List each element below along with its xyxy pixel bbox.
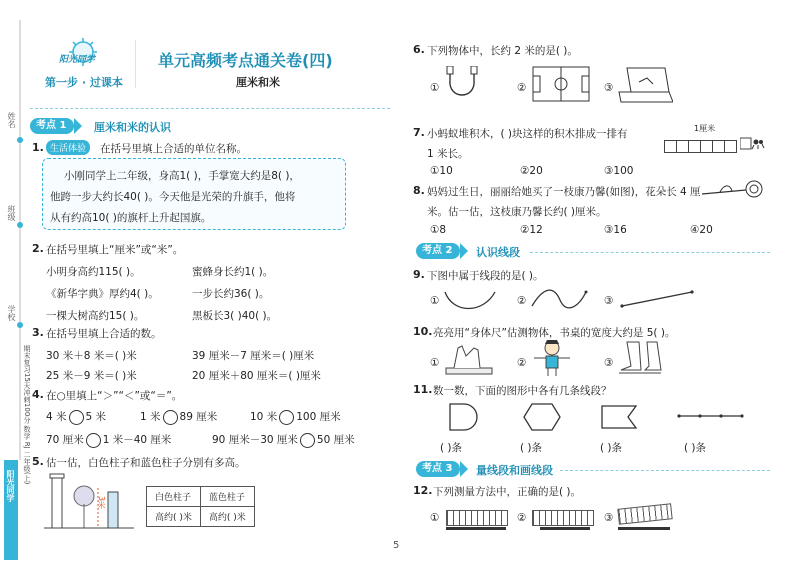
q3-item: 25 米－9 米＝( )米: [46, 370, 137, 382]
q4-right-operand: 50 厘米: [316, 434, 355, 446]
q1-number: 1.: [32, 141, 44, 154]
page-title: 单元高频考点通关卷(四): [158, 51, 333, 70]
q5-fig-label: 3米: [97, 496, 106, 510]
logo-block: [45, 38, 125, 94]
class-label: 班级: [7, 205, 16, 221]
measured-segment: [540, 527, 590, 530]
q4-left-operand: 90 厘米－30 厘米: [212, 434, 298, 446]
q4-left-operand: 1 米: [140, 411, 161, 423]
ant-block-icon: [740, 130, 766, 152]
q7-option[interactable]: ②20: [520, 165, 543, 177]
ruler-icon: [446, 510, 508, 526]
q12-option[interactable]: ③: [604, 512, 614, 524]
q2-item: 蜜蜂身长约1( )。: [192, 266, 274, 278]
q4-left-operand: 10 米: [250, 411, 278, 423]
q2-item: 小明身高约115( )。: [46, 266, 141, 278]
measured-segment: [618, 527, 670, 530]
q7-option[interactable]: ①10: [430, 165, 453, 177]
q4-item-1: [46, 409, 106, 425]
point1-title: 厘米和米的认识: [94, 121, 171, 134]
q4-item-2: [140, 409, 217, 425]
q4-left-operand: 4 米: [46, 411, 67, 423]
point1-tag: 考点 1: [30, 118, 74, 134]
q1-passage-line: 小刚同学上二年级，身高1( )，手掌宽大约是8( )，: [64, 170, 300, 182]
q4-left-operand: 70 厘米: [46, 434, 84, 446]
name-label: 姓名: [7, 112, 16, 128]
q7-number: 7.: [413, 126, 425, 139]
table-cell: 高约( )米: [200, 507, 254, 527]
hexagon-icon: [522, 402, 562, 432]
compare-circle[interactable]: [300, 433, 315, 448]
q1-passage-line: 从有约高10( )的旗杆上升起国旗。: [50, 212, 212, 224]
q6-text: 下列物体中，长约 2 米的是( )。: [427, 45, 578, 57]
q4-right-operand: 100 厘米: [296, 411, 341, 423]
sidebar-brand: 阳光同学: [6, 470, 15, 502]
spine-text: 期末复习15天冲刺100分 数学 RJ 二年级(上): [23, 345, 31, 485]
curve-line-icon: [443, 288, 499, 312]
q2-item: 一步长约36( )。: [192, 288, 270, 300]
point3-title: 量线段和画线段: [476, 464, 553, 477]
q6-number: 6.: [413, 43, 425, 56]
q9-option[interactable]: ③: [604, 295, 614, 307]
q1-text: 在括号里填上合适的单位名称。: [100, 143, 247, 155]
q4-right-operand: 5 米: [85, 411, 107, 423]
q11-text: 数一数，下面的图形中各有几条线段？: [433, 385, 612, 397]
measured-segment: [446, 527, 506, 530]
carnation-icon: [700, 178, 764, 204]
q8-option[interactable]: ③16: [604, 224, 627, 236]
q2-number: 2.: [32, 242, 44, 255]
logo-text: 阳光同学: [59, 55, 96, 65]
q9-text: 下图中属于线段的是( )。: [427, 270, 544, 282]
line-segment-icon: [618, 288, 698, 312]
q4-item-4: [46, 432, 171, 448]
point3-tag: 考点 3: [416, 461, 460, 477]
q8-text-cont: 米。估一估，这枝康乃馨长约( )厘米。: [427, 206, 607, 218]
table-header: 白色柱子: [147, 487, 201, 507]
q5-number: 5.: [32, 455, 44, 468]
q4-text: 在○里填上“＞”“＜”或“＝”。: [46, 390, 183, 402]
q10-number: 10.: [413, 325, 433, 338]
hand-span-icon: [444, 342, 494, 376]
compare-circle[interactable]: [69, 410, 84, 425]
q11-answer[interactable]: ( )条: [600, 442, 623, 454]
header-divider: [30, 108, 390, 109]
title-block: [135, 40, 391, 88]
q6-option[interactable]: ③: [604, 82, 614, 94]
q8-text: 妈妈过生日，丽丽给她买了一枝康乃馨(如图)，花朵长 4 厘: [427, 186, 701, 198]
q12-text: 下列测量方法中，正确的是( )。: [433, 486, 582, 498]
point2-divider: [530, 252, 770, 253]
flag-shape-icon: [600, 404, 640, 430]
q10-option[interactable]: ①: [430, 357, 440, 369]
binding-sidebar: [0, 0, 40, 571]
ruler-icon: [532, 510, 594, 526]
school-label: 学校: [7, 305, 16, 321]
page-subtitle: 厘米和米: [236, 76, 280, 89]
q8-number: 8.: [413, 184, 425, 197]
q11-answer[interactable]: ( )条: [520, 442, 543, 454]
page-number: 5: [393, 540, 400, 551]
q4-number: 4.: [32, 388, 44, 401]
q7-option[interactable]: ③100: [604, 165, 634, 177]
foot-step-icon: [617, 340, 663, 376]
q10-option[interactable]: ②: [517, 357, 527, 369]
q1-tag: 生活体验: [46, 140, 90, 155]
q12-number: 12.: [413, 484, 433, 497]
point2-title: 认识线段: [476, 246, 520, 259]
point2-tag: 考点 2: [416, 243, 460, 259]
q12-option[interactable]: ②: [517, 512, 527, 524]
q4-right-operand: 89 厘米: [179, 411, 218, 423]
q11-number: 11.: [413, 383, 433, 396]
q3-text: 在括号里填上合适的数。: [46, 328, 162, 340]
q4-right-operand: 1 米－40 厘米: [102, 434, 172, 446]
jump-rope-icon: [444, 66, 484, 106]
point3-divider: [560, 470, 770, 471]
q6-option[interactable]: ①: [430, 82, 440, 94]
step-label: 第一步 · 过课本: [45, 76, 123, 89]
q3-item: 30 米＋8 米＝( )米: [46, 350, 137, 362]
q11-answer[interactable]: ( )条: [684, 442, 707, 454]
wave-line-icon: [530, 288, 590, 312]
q2-item: 黑板长3( )40( )。: [192, 310, 278, 322]
q8-option[interactable]: ②12: [520, 224, 543, 236]
compare-circle[interactable]: [163, 410, 178, 425]
laptop-icon: [617, 66, 673, 106]
q3-item: 20 厘米＋80 厘米＝( )厘米: [192, 370, 321, 382]
q10-text: 亮亮用“身体尺”估测物体，书桌的宽度大约是 5( )。: [433, 327, 676, 339]
block-cube: [724, 140, 737, 153]
q3-number: 3.: [32, 326, 44, 339]
child-arms-icon: [532, 338, 572, 378]
ruler-icon: [617, 503, 672, 525]
q1-passage-line: 他跨一步大约长40( )。今天他是光荣的升旗手，他将: [50, 191, 296, 203]
q12-option[interactable]: ①: [430, 512, 440, 524]
compare-circle[interactable]: [86, 433, 101, 448]
q4-item-3: [250, 409, 341, 425]
q3-item: 39 厘米－7 厘米＝( )厘米: [192, 350, 315, 362]
q9-number: 9.: [413, 268, 425, 281]
compare-circle[interactable]: [279, 410, 294, 425]
table-header: 蓝色柱子: [200, 487, 254, 507]
q9-option[interactable]: ①: [430, 295, 440, 307]
q2-item: 一棵大树高约15( )。: [46, 310, 145, 322]
q9-option[interactable]: ②: [517, 295, 527, 307]
q8-option[interactable]: ①8: [430, 224, 447, 236]
football-field-icon: [532, 66, 590, 102]
points-line-icon: [676, 410, 746, 422]
q11-answer[interactable]: ( )条: [440, 442, 463, 454]
q7-fig-label: 1厘米: [694, 124, 716, 133]
q7-text: 小蚂蚁堆积木，( )块这样的积木排成一排有: [427, 128, 628, 140]
d-shape-icon: [446, 402, 482, 432]
pillars-figure-icon: [44, 470, 134, 532]
q4-item-5: [212, 432, 355, 448]
q5-text: 估一估，白色柱子和蓝色柱子分别有多高。: [46, 457, 246, 469]
q7-text-cont: 1 米长。: [427, 148, 469, 160]
q2-item: 《新华字典》厚约4( )。: [46, 288, 159, 300]
q10-option[interactable]: ③: [604, 357, 614, 369]
q8-option[interactable]: ④20: [690, 224, 713, 236]
q2-text: 在括号里填上“厘米”或“米”。: [46, 244, 184, 256]
q5-table: [146, 486, 255, 527]
q6-option[interactable]: ②: [517, 82, 527, 94]
table-cell: 高约( )米: [147, 507, 201, 527]
blocks-figure: [664, 138, 736, 157]
